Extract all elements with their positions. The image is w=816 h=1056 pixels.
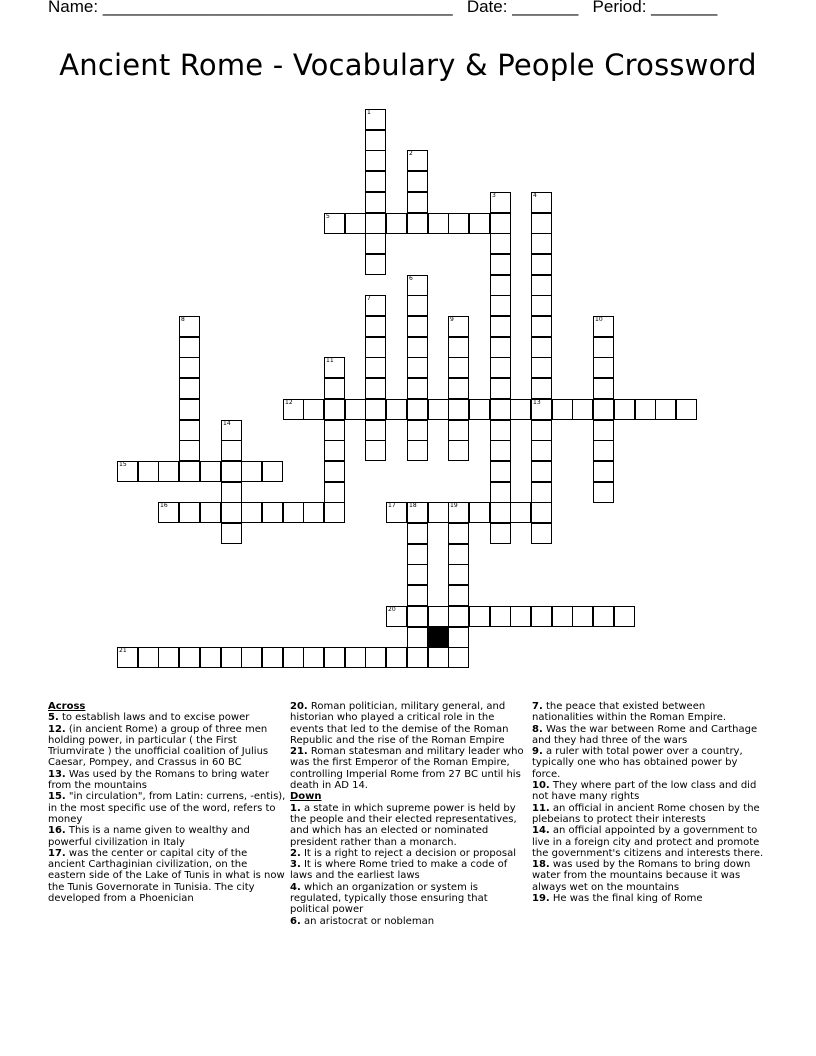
grid-cell[interactable] (593, 378, 614, 399)
grid-cell[interactable] (448, 606, 469, 627)
grid-cell[interactable] (531, 378, 552, 399)
grid-cell[interactable] (365, 233, 386, 254)
clue-number-label: 3. (290, 859, 301, 871)
grid-cell[interactable] (635, 399, 656, 420)
grid-cell[interactable] (448, 585, 469, 606)
grid-cell[interactable] (407, 399, 428, 420)
grid-cell[interactable] (448, 213, 469, 234)
across-clue (48, 769, 286, 792)
grid-cell[interactable] (345, 399, 366, 420)
grid-cell[interactable] (386, 647, 407, 668)
clue-number-label: 17. (48, 847, 66, 859)
grid-cell[interactable] (221, 523, 242, 544)
grid-cell[interactable] (448, 544, 469, 565)
grid-cell[interactable] (531, 482, 552, 503)
across-clue (48, 724, 286, 769)
down-clue (532, 859, 764, 893)
clue-text: It is a right to reject a decision or proposal (300, 847, 516, 859)
down-clue (290, 859, 526, 882)
name-field[interactable]: _____________________________________ (102, 0, 453, 16)
grid-cell[interactable] (407, 150, 428, 171)
grid-cell[interactable] (510, 502, 531, 523)
grid-cell[interactable] (324, 502, 345, 523)
clue-number: 13 (533, 399, 541, 406)
across-clue-list (48, 712, 286, 904)
grid-cell[interactable] (345, 647, 366, 668)
grid-cell[interactable] (428, 502, 449, 523)
clue-number-label: 19. (532, 893, 550, 905)
clue-number: 11 (326, 357, 334, 364)
grid-cell[interactable] (448, 378, 469, 399)
clue-text: It is where Rome tried to make a code of laws and the earliest laws (290, 859, 508, 882)
grid-cell[interactable] (365, 192, 386, 213)
clue-text: a state in which supreme power is held by the people and their elected representatives, and which has an elected or nominated president rather than a monarch. (290, 802, 517, 848)
grid-cell[interactable] (365, 399, 386, 420)
clue-number: 20 (388, 606, 396, 613)
grid-cell[interactable] (365, 647, 386, 668)
clue-number: 4 (533, 192, 537, 199)
grid-cell[interactable] (345, 213, 366, 234)
grid-cell[interactable] (303, 647, 324, 668)
grid-cell[interactable] (490, 606, 511, 627)
grid-cell[interactable] (262, 461, 283, 482)
grid-cell[interactable] (552, 606, 573, 627)
grid-cell[interactable] (262, 502, 283, 523)
clue-number: 16 (160, 502, 168, 509)
grid-cell[interactable] (365, 213, 386, 234)
clue-number: 15 (119, 461, 127, 468)
grid-cell[interactable] (448, 420, 469, 441)
grid-cell[interactable] (448, 316, 469, 337)
clues-column-3 (532, 701, 764, 904)
clue-number: 12 (285, 399, 293, 406)
grid-cell[interactable] (138, 647, 159, 668)
grid-cell[interactable] (552, 399, 573, 420)
clue-number-label: 14. (532, 825, 550, 837)
clue-text: Was used by the Romans to bring water from the mountains (48, 768, 269, 792)
grid-cell[interactable] (407, 357, 428, 378)
clue-number-label: 4. (290, 881, 301, 893)
grid-cell[interactable] (221, 482, 242, 503)
period-field[interactable]: _______ (651, 0, 718, 16)
grid-cell[interactable] (303, 399, 324, 420)
grid-cell[interactable] (448, 399, 469, 420)
grid-cell[interactable] (283, 647, 304, 668)
clue-number-label: 16. (48, 825, 66, 837)
grid-cell[interactable] (324, 420, 345, 441)
grid-cell[interactable] (158, 647, 179, 668)
grid-cell[interactable] (407, 295, 428, 316)
clue-text: (in ancient Rome) a group of three men holding power, in particular ( the First Triumvirate ) the unofficial coalition of Julius Caesar, Pompey, and Crassus in 60 BC (48, 723, 269, 769)
grid-cell[interactable] (531, 295, 552, 316)
down-clue-list (290, 803, 526, 927)
grid-cell[interactable] (490, 399, 511, 420)
grid-cell[interactable] (490, 482, 511, 503)
grid-cell[interactable] (490, 440, 511, 461)
grid-cell[interactable] (593, 461, 614, 482)
grid-cell[interactable] (490, 254, 511, 275)
clue-text: He was the final king of Rome (549, 893, 703, 905)
clue-number-label: 10. (532, 780, 550, 792)
grid-cell[interactable] (510, 399, 531, 420)
grid-cell[interactable] (365, 130, 386, 151)
grid-cell[interactable] (221, 647, 242, 668)
clue-number-label: 2. (290, 847, 301, 859)
grid-cell[interactable] (469, 606, 490, 627)
grid-cell[interactable] (490, 357, 511, 378)
down-clue (532, 701, 764, 724)
clue-number-label: 21. (290, 746, 308, 758)
grid-cell[interactable] (531, 316, 552, 337)
clue-number-label: 11. (532, 802, 550, 814)
clue-text: an aristocrat or nobleman (300, 915, 435, 927)
grid-cell[interactable] (365, 254, 386, 275)
grid-cell[interactable] (365, 337, 386, 358)
grid-cell[interactable] (241, 647, 262, 668)
grid-cell[interactable] (386, 502, 407, 523)
grid-cell[interactable] (179, 461, 200, 482)
grid-cell[interactable] (614, 399, 635, 420)
grid-cell[interactable] (490, 502, 511, 523)
grid-cell[interactable] (448, 357, 469, 378)
clue-text: to establish laws and to excise power (58, 712, 250, 724)
clue-number-label: 8. (532, 723, 543, 735)
black-cell (428, 627, 449, 648)
clue-text: was the center or capital city of the ancient Carthaginian civilization, on the eastern side of the Lake of Tunis in what is now the Tunis Governorate in Tunisia. The city developed from a Phoenician (48, 847, 285, 905)
grid-cell[interactable] (428, 647, 449, 668)
across-clue (290, 746, 526, 791)
grid-cell[interactable] (324, 378, 345, 399)
grid-cell[interactable] (407, 523, 428, 544)
date-label: Date: (466, 0, 508, 16)
grid-cell[interactable] (448, 564, 469, 585)
grid-cell[interactable] (490, 295, 511, 316)
clue-number-label: 1. (290, 802, 301, 814)
grid-cell[interactable] (572, 606, 593, 627)
clue-number-label: 6. (290, 915, 301, 927)
grid-cell[interactable] (324, 440, 345, 461)
clue-number: 8 (181, 316, 185, 323)
down-heading: Down (290, 791, 322, 803)
clue-number-label: 7. (532, 701, 543, 712)
clue-number-label: 15. (48, 791, 66, 803)
grid-cell[interactable] (490, 192, 511, 213)
grid-cell[interactable] (365, 316, 386, 337)
grid-cell[interactable] (593, 606, 614, 627)
clue-number-label: 12. (48, 723, 66, 735)
grid-cell[interactable] (531, 192, 552, 213)
grid-cell[interactable] (200, 647, 221, 668)
down-clue (532, 893, 764, 904)
grid-cell[interactable] (179, 647, 200, 668)
clue-text: Roman statesman and military leader who was the first Emperor of the Roman Empire, controlling Imperial Rome from 27 BC until his death in AD 14. (290, 746, 524, 792)
clue-text: which an organization or system is regulated, typically those ensuring that political power (290, 881, 488, 916)
grid-cell[interactable] (407, 647, 428, 668)
grid-cell[interactable] (179, 316, 200, 337)
clue-number-label: 5. (48, 712, 59, 724)
clue-number: 3 (492, 192, 496, 199)
grid-cell[interactable] (241, 461, 262, 482)
grid-cell[interactable] (490, 316, 511, 337)
grid-cell[interactable] (324, 399, 345, 420)
grid-cell[interactable] (407, 378, 428, 399)
grid-cell[interactable] (593, 420, 614, 441)
grid-cell[interactable] (324, 482, 345, 503)
grid-cell[interactable] (365, 109, 386, 130)
grid-cell[interactable] (365, 357, 386, 378)
down-clue (290, 916, 526, 927)
grid-cell[interactable] (428, 399, 449, 420)
grid-cell[interactable] (365, 295, 386, 316)
grid-cell[interactable] (469, 399, 490, 420)
down-clue (290, 803, 526, 848)
grid-cell[interactable] (490, 337, 511, 358)
grid-cell[interactable] (490, 213, 511, 234)
grid-cell[interactable] (179, 357, 200, 378)
grid-cell[interactable] (407, 585, 428, 606)
grid-cell[interactable] (676, 399, 697, 420)
clue-number: 1 (367, 109, 371, 116)
down-clue-list-continued (532, 701, 764, 904)
across-clue (48, 712, 286, 723)
grid-cell[interactable] (221, 440, 242, 461)
grid-cell[interactable] (303, 502, 324, 523)
grid-cell[interactable] (407, 213, 428, 234)
grid-cell[interactable] (469, 213, 490, 234)
down-clue (290, 848, 526, 859)
grid-cell[interactable] (531, 213, 552, 234)
across-clue (48, 791, 286, 825)
name-label: Name: (48, 0, 99, 16)
grid-cell[interactable] (324, 647, 345, 668)
grid-cell[interactable] (179, 378, 200, 399)
grid-cell[interactable] (593, 440, 614, 461)
grid-cell[interactable] (531, 502, 552, 523)
clue-text: "in circulation", from Latin: currens, -entis), in the most specific use of the word, refers to money (48, 791, 286, 825)
across-clue (290, 701, 526, 746)
grid-cell[interactable] (490, 275, 511, 296)
clue-number-label: 13. (48, 768, 66, 780)
grid-cell[interactable] (531, 254, 552, 275)
clue-number: 10 (595, 316, 603, 323)
grid-cell[interactable] (117, 647, 138, 668)
grid-cell[interactable] (179, 420, 200, 441)
grid-cell[interactable] (531, 233, 552, 254)
clue-text: Was the war between Rome and Carthage and they had three of the wars (532, 723, 758, 746)
clue-text: an official appointed by a government to live in a foreign city and protect and promote the government's citizens and interests there. (532, 825, 764, 859)
grid-cell[interactable] (324, 461, 345, 482)
grid-cell[interactable] (407, 275, 428, 296)
grid-cell[interactable] (283, 399, 304, 420)
grid-cell[interactable] (365, 150, 386, 171)
grid-cell[interactable] (428, 213, 449, 234)
clue-text: was used by the Romans to bring down water from the mountains because it was always wet on the mountains (532, 859, 751, 893)
grid-cell[interactable] (531, 357, 552, 378)
clue-text: Roman politician, military general, and historian who played a critical role in the events that led to the demise of the Roman Republic and the rise of the Roman Empire (290, 701, 509, 746)
grid-cell[interactable] (531, 337, 552, 358)
grid-cell[interactable] (407, 627, 428, 648)
clue-number: 7 (367, 295, 371, 302)
grid-cell[interactable] (407, 544, 428, 565)
clue-number: 17 (388, 502, 396, 509)
clues-column-1 (48, 701, 286, 904)
grid-cell[interactable] (158, 461, 179, 482)
clue-number-label: 18. (532, 859, 550, 871)
grid-cell[interactable] (324, 357, 345, 378)
grid-cell[interactable] (531, 420, 552, 441)
clue-text: a ruler with total power over a country, typically one who has obtained power by force. (532, 746, 743, 780)
grid-cell[interactable] (593, 357, 614, 378)
grid-cell[interactable] (531, 606, 552, 627)
grid-cell[interactable] (179, 337, 200, 358)
grid-cell[interactable] (614, 606, 635, 627)
grid-cell[interactable] (324, 213, 345, 234)
across-clue (48, 825, 286, 848)
grid-cell[interactable] (179, 440, 200, 461)
grid-cell[interactable] (365, 420, 386, 441)
grid-cell[interactable] (283, 502, 304, 523)
grid-cell[interactable] (407, 564, 428, 585)
clue-number: 5 (326, 213, 330, 220)
clue-text: This is a name given to wealthy and powerful civilization in Italy (48, 825, 250, 848)
grid-cell[interactable] (221, 461, 242, 482)
grid-cell[interactable] (158, 502, 179, 523)
clue-text: an official in ancient Rome chosen by the plebeians to protect their interests (532, 802, 760, 825)
grid-cell[interactable] (428, 606, 449, 627)
grid-cell[interactable] (448, 627, 469, 648)
grid-cell[interactable] (531, 399, 552, 420)
grid-cell[interactable] (365, 440, 386, 461)
grid-cell[interactable] (572, 399, 593, 420)
grid-cell[interactable] (407, 606, 428, 627)
grid-cell[interactable] (448, 502, 469, 523)
grid-cell[interactable] (262, 647, 283, 668)
grid-cell[interactable] (531, 275, 552, 296)
grid-cell[interactable] (655, 399, 676, 420)
clue-text: the peace that existed between nationalities within the Roman Empire. (532, 701, 727, 724)
grid-cell[interactable] (200, 502, 221, 523)
grid-cell[interactable] (531, 440, 552, 461)
grid-cell[interactable] (117, 461, 138, 482)
grid-cell[interactable] (407, 420, 428, 441)
grid-cell[interactable] (386, 213, 407, 234)
grid-cell[interactable] (407, 192, 428, 213)
page-title: Ancient Rome - Vocabulary & People Crossword (59, 48, 757, 82)
grid-cell[interactable] (593, 337, 614, 358)
grid-cell[interactable] (221, 502, 242, 523)
grid-cell[interactable] (490, 420, 511, 441)
grid-cell[interactable] (448, 440, 469, 461)
across-heading: Across (48, 701, 86, 712)
grid-cell[interactable] (469, 502, 490, 523)
clue-number: 18 (409, 502, 417, 509)
grid-cell[interactable] (593, 399, 614, 420)
clue-number: 6 (409, 275, 413, 282)
grid-cell[interactable] (407, 171, 428, 192)
grid-cell[interactable] (138, 461, 159, 482)
grid-cell[interactable] (179, 502, 200, 523)
grid-cell[interactable] (365, 171, 386, 192)
clue-number: 21 (119, 647, 127, 654)
down-clue (532, 746, 764, 780)
clues-column-2 (290, 701, 526, 927)
grid-cell[interactable] (386, 399, 407, 420)
grid-cell[interactable] (490, 378, 511, 399)
grid-cell[interactable] (448, 647, 469, 668)
clue-number: 19 (450, 502, 458, 509)
grid-cell[interactable] (490, 461, 511, 482)
date-field[interactable]: _______ (512, 0, 579, 16)
down-clue (290, 882, 526, 916)
clue-number-label: 20. (290, 701, 308, 712)
grid-cell[interactable] (490, 523, 511, 544)
down-clue (532, 780, 764, 803)
clue-number-label: 9. (532, 746, 543, 758)
grid-cell[interactable] (531, 523, 552, 544)
grid-cell[interactable] (407, 337, 428, 358)
grid-cell[interactable] (200, 461, 221, 482)
across-clue-list-continued (290, 701, 526, 791)
grid-cell[interactable] (365, 378, 386, 399)
grid-cell[interactable] (407, 440, 428, 461)
grid-cell[interactable] (531, 461, 552, 482)
grid-cell[interactable] (490, 233, 511, 254)
clue-number: 2 (409, 150, 413, 157)
grid-cell[interactable] (593, 316, 614, 337)
clue-text: They where part of the low class and did not have many rights (532, 780, 757, 803)
across-clue (48, 848, 286, 904)
grid-cell[interactable] (386, 606, 407, 627)
down-clue (532, 803, 764, 826)
grid-cell[interactable] (179, 399, 200, 420)
grid-cell[interactable] (448, 523, 469, 544)
clue-number: 9 (450, 316, 454, 323)
grid-cell[interactable] (510, 606, 531, 627)
grid-cell[interactable] (593, 482, 614, 503)
down-clue (532, 825, 764, 859)
grid-cell[interactable] (407, 316, 428, 337)
clue-number: 14 (223, 420, 231, 427)
period-label: Period: (592, 0, 647, 16)
down-clue (532, 724, 764, 747)
grid-cell[interactable] (407, 502, 428, 523)
grid-cell[interactable] (241, 502, 262, 523)
grid-cell[interactable] (221, 420, 242, 441)
grid-cell[interactable] (448, 337, 469, 358)
